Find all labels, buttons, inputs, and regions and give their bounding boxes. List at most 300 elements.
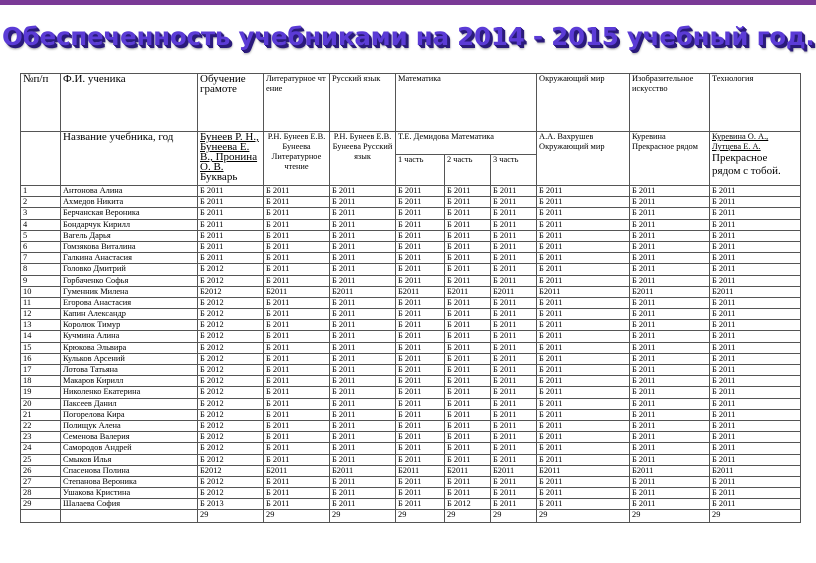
row-num: 28 <box>21 488 61 499</box>
page-title: Обеспеченность учебниками на 2014 - 2015 учебный год. <box>2 22 815 51</box>
gramota-cell: Б 2012 <box>198 331 264 342</box>
literary-cell: Б 2011 <box>264 376 330 387</box>
art-cell: Б 2011 <box>630 432 710 443</box>
art-cell: Б 2011 <box>630 409 710 420</box>
row-num: 18 <box>21 376 61 387</box>
math-part1-cell: Б 2011 <box>396 398 445 409</box>
math-part1-cell: Б 2011 <box>396 409 445 420</box>
literary-cell: Б 2011 <box>264 365 330 376</box>
world-cell: Б 2011 <box>537 320 630 331</box>
math-part2-cell: Б 2011 <box>445 197 491 208</box>
math-part3-cell: Б 2011 <box>491 297 537 308</box>
math-part1-cell: Б 2011 <box>396 353 445 364</box>
math-part2-cell: Б 2011 <box>445 443 491 454</box>
math-part2-cell: Б 2011 <box>445 219 491 230</box>
russian-cell: Б 2011 <box>330 376 396 387</box>
world-cell: Б2011 <box>537 465 630 476</box>
row-num: 4 <box>21 219 61 230</box>
student-name: Антонова Алина <box>61 186 198 197</box>
russian-cell: Б 2011 <box>330 197 396 208</box>
math-part3-cell: Б 2011 <box>491 353 537 364</box>
math-part1-cell: Б 2011 <box>396 342 445 353</box>
gramota-cell: Б 2011 <box>198 219 264 230</box>
world-cell: Б 2011 <box>537 331 630 342</box>
russian-cell: Б 2011 <box>330 241 396 252</box>
gramota-cell: Б 2012 <box>198 476 264 487</box>
tech-cell: Б 2011 <box>710 342 801 353</box>
world-cell: Б 2011 <box>537 409 630 420</box>
art-cell: Б 2011 <box>630 197 710 208</box>
gramota-cell: Б 2012 <box>198 275 264 286</box>
tech-cell: Б 2011 <box>710 488 801 499</box>
literary-cell: Б 2011 <box>264 420 330 431</box>
art-cell: Б 2011 <box>630 230 710 241</box>
math-part2-cell: Б2011 <box>445 465 491 476</box>
math-part2-cell: Б 2011 <box>445 409 491 420</box>
literary-cell: Б 2011 <box>264 409 330 420</box>
world-cell: Б 2011 <box>537 387 630 398</box>
math-part3-cell: Б 2011 <box>491 488 537 499</box>
gramota-cell: Б 2011 <box>198 253 264 264</box>
math-part2-cell: Б 2011 <box>445 230 491 241</box>
math-part1-cell: Б 2011 <box>396 420 445 431</box>
table-row <box>21 309 801 320</box>
math-part1-cell: Б 2011 <box>396 197 445 208</box>
header-row-subjects <box>21 74 801 132</box>
row-num: 15 <box>21 342 61 353</box>
math-part1-cell: Б 2011 <box>396 365 445 376</box>
table-row <box>21 331 801 342</box>
math-part2-cell: Б 2011 <box>445 488 491 499</box>
totals-blank-num <box>21 510 61 523</box>
world-cell: Б 2011 <box>537 264 630 275</box>
student-name: Горбаченко Софья <box>61 275 198 286</box>
header-math: Математика <box>396 74 537 132</box>
table-row <box>21 454 801 465</box>
art-cell: Б 2011 <box>630 353 710 364</box>
math-part3-cell: Б2011 <box>491 465 537 476</box>
student-name: Ахмедов Никита <box>61 197 198 208</box>
table-row <box>21 197 801 208</box>
russian-cell: Б 2011 <box>330 309 396 320</box>
world-cell: Б 2011 <box>537 365 630 376</box>
gramota-cell: Б 2011 <box>198 241 264 252</box>
world-cell: Б 2011 <box>537 197 630 208</box>
math-part2-cell: Б 2011 <box>445 253 491 264</box>
math-part2-cell: Б 2011 <box>445 387 491 398</box>
art-cell: Б2011 <box>630 465 710 476</box>
total-math-2: 29 <box>445 510 491 523</box>
student-name: Капин Александр <box>61 309 198 320</box>
russian-cell: Б 2011 <box>330 454 396 465</box>
row-num: 14 <box>21 331 61 342</box>
gramota-cell: Б2012 <box>198 286 264 297</box>
tech-cell: Б 2011 <box>710 398 801 409</box>
math-part3-cell: Б 2011 <box>491 253 537 264</box>
row-num: 5 <box>21 230 61 241</box>
tech-cell: Б 2011 <box>710 499 801 510</box>
math-part2-cell: Б 2011 <box>445 432 491 443</box>
table-row <box>21 219 801 230</box>
gramota-cell: Б 2011 <box>198 197 264 208</box>
student-name: Лотова Татьяна <box>61 365 198 376</box>
student-name: Головко Дмитрий <box>61 264 198 275</box>
table-row <box>21 353 801 364</box>
literary-cell: Б 2011 <box>264 275 330 286</box>
math-part3-cell: Б2011 <box>491 286 537 297</box>
world-cell: Б 2011 <box>537 230 630 241</box>
student-name: Гуменник Милена <box>61 286 198 297</box>
russian-cell: Б 2011 <box>330 264 396 275</box>
row-num: 9 <box>21 275 61 286</box>
math-part3-cell: Б 2011 <box>491 264 537 275</box>
books-label: Название учебника, год <box>61 132 198 186</box>
math-part1-cell: Б 2011 <box>396 387 445 398</box>
row-num: 29 <box>21 499 61 510</box>
math-part2-cell: Б 2011 <box>445 365 491 376</box>
math-part3-cell: Б 2011 <box>491 186 537 197</box>
russian-cell: Б 2011 <box>330 443 396 454</box>
math-part2-cell: Б 2011 <box>445 331 491 342</box>
gramota-cell: Б 2013 <box>198 499 264 510</box>
math-part3-cell: Б 2011 <box>491 241 537 252</box>
gramota-cell: Б 2012 <box>198 443 264 454</box>
art-cell: Б 2011 <box>630 275 710 286</box>
table-row <box>21 387 801 398</box>
row-num: 10 <box>21 286 61 297</box>
tech-cell: Б 2011 <box>710 387 801 398</box>
math-part2-cell: Б 2011 <box>445 309 491 320</box>
tech-cell: Б 2011 <box>710 365 801 376</box>
total-world: 29 <box>537 510 630 523</box>
math-part1-cell: Б 2011 <box>396 443 445 454</box>
row-num: 24 <box>21 443 61 454</box>
table-row <box>21 499 801 510</box>
world-cell: Б 2011 <box>537 443 630 454</box>
art-cell: Б 2011 <box>630 219 710 230</box>
table-row <box>21 476 801 487</box>
student-name: Шалаева София <box>61 499 198 510</box>
art-cell: Б 2011 <box>630 488 710 499</box>
books-tech-title: Прекрасное рядом с тобой. <box>712 152 781 177</box>
world-cell: Б 2011 <box>537 275 630 286</box>
total-literary: 29 <box>264 510 330 523</box>
gramota-cell: Б 2011 <box>198 230 264 241</box>
russian-cell: Б 2011 <box>330 476 396 487</box>
world-cell: Б 2011 <box>537 208 630 219</box>
art-cell: Б 2011 <box>630 264 710 275</box>
tech-cell: Б 2011 <box>710 297 801 308</box>
art-cell: Б 2011 <box>630 331 710 342</box>
literary-cell: Б 2011 <box>264 454 330 465</box>
row-num: 3 <box>21 208 61 219</box>
tech-cell: Б 2011 <box>710 197 801 208</box>
math-part3-cell: Б 2011 <box>491 275 537 286</box>
gramota-cell: Б 2012 <box>198 432 264 443</box>
math-part2-cell: Б 2012 <box>445 499 491 510</box>
art-cell: Б 2011 <box>630 320 710 331</box>
world-cell: Б 2011 <box>537 297 630 308</box>
tech-cell: Б 2011 <box>710 443 801 454</box>
books-gramota-authors: Бунеев Р. Н., Бунеева Е. В., Пронина О. В. <box>200 131 259 173</box>
math-part1-cell: Б2011 <box>396 286 445 297</box>
student-name: Погорелова Кира <box>61 409 198 420</box>
russian-cell: Б 2011 <box>330 488 396 499</box>
world-cell: Б 2011 <box>537 420 630 431</box>
gramota-cell: Б 2012 <box>198 264 264 275</box>
literary-cell: Б 2011 <box>264 219 330 230</box>
row-num: 26 <box>21 465 61 476</box>
student-name: Кульков Арсений <box>61 353 198 364</box>
math-part3-cell: Б 2011 <box>491 309 537 320</box>
tech-cell: Б 2011 <box>710 219 801 230</box>
gramota-cell: Б 2012 <box>198 376 264 387</box>
math-part3-cell: Б 2011 <box>491 398 537 409</box>
math-part1-cell: Б 2011 <box>396 230 445 241</box>
row-num: 11 <box>21 297 61 308</box>
math-part1-cell: Б2011 <box>396 465 445 476</box>
gramota-cell: Б2012 <box>198 465 264 476</box>
math-part1-cell: Б 2011 <box>396 264 445 275</box>
world-cell: Б 2011 <box>537 488 630 499</box>
table-row <box>21 365 801 376</box>
student-name: Гомзякова Виталина <box>61 241 198 252</box>
student-name: Николенко Екатерина <box>61 387 198 398</box>
math-part2-cell: Б 2011 <box>445 297 491 308</box>
math-part3-cell: Б 2011 <box>491 454 537 465</box>
literary-cell: Б2011 <box>264 286 330 297</box>
russian-cell: Б 2011 <box>330 253 396 264</box>
literary-cell: Б 2011 <box>264 331 330 342</box>
student-name: Смыков Илья <box>61 454 198 465</box>
art-cell: Б 2011 <box>630 387 710 398</box>
row-num: 7 <box>21 253 61 264</box>
art-cell: Б 2011 <box>630 376 710 387</box>
art-cell: Б 2011 <box>630 253 710 264</box>
row-num: 8 <box>21 264 61 275</box>
student-name: Ушакова Кристина <box>61 488 198 499</box>
art-cell: Б 2011 <box>630 499 710 510</box>
row-num: 17 <box>21 365 61 376</box>
world-cell: Б 2011 <box>537 342 630 353</box>
table-row <box>21 253 801 264</box>
art-cell: Б 2011 <box>630 342 710 353</box>
literary-cell: Б 2011 <box>264 398 330 409</box>
row-num: 12 <box>21 309 61 320</box>
books-gramota <box>198 132 264 186</box>
student-name: Полищук Алена <box>61 420 198 431</box>
math-part3-cell: Б 2011 <box>491 342 537 353</box>
total-math-1: 29 <box>396 510 445 523</box>
math-part3-cell: Б 2011 <box>491 376 537 387</box>
header-tech: Технология <box>710 74 801 132</box>
books-russian: Р.Н. Бунеев Е.В. Бунеева Русский язык <box>330 132 396 186</box>
tech-cell: Б2011 <box>710 465 801 476</box>
header-num: №п/п <box>21 74 61 132</box>
books-num-blank <box>21 132 61 186</box>
total-art: 29 <box>630 510 710 523</box>
math-part2-cell: Б 2011 <box>445 398 491 409</box>
literary-cell: Б 2011 <box>264 186 330 197</box>
row-num: 23 <box>21 432 61 443</box>
table-row <box>21 342 801 353</box>
math-part3-cell: Б 2011 <box>491 387 537 398</box>
literary-cell: Б 2011 <box>264 230 330 241</box>
tech-cell: Б 2011 <box>710 309 801 320</box>
student-name: Берчанская Вероника <box>61 208 198 219</box>
literary-cell: Б 2011 <box>264 387 330 398</box>
total-tech: 29 <box>710 510 801 523</box>
art-cell: Б 2011 <box>630 420 710 431</box>
russian-cell: Б 2011 <box>330 387 396 398</box>
math-part1-cell: Б 2011 <box>396 331 445 342</box>
math-part1-cell: Б 2011 <box>396 432 445 443</box>
table-row <box>21 432 801 443</box>
art-cell: Б 2011 <box>630 309 710 320</box>
art-cell: Б 2011 <box>630 241 710 252</box>
world-cell: Б 2011 <box>537 376 630 387</box>
art-cell: Б 2011 <box>630 208 710 219</box>
math-part1-cell: Б 2011 <box>396 297 445 308</box>
math-part1-cell: Б 2011 <box>396 253 445 264</box>
gramota-cell: Б 2011 <box>198 186 264 197</box>
math-part1-cell: Б 2011 <box>396 241 445 252</box>
tech-cell: Б 2011 <box>710 264 801 275</box>
top-border <box>0 0 816 5</box>
student-rows <box>21 186 801 510</box>
books-gramota-title: Букварь <box>200 171 238 183</box>
russian-cell: Б 2011 <box>330 353 396 364</box>
table-row <box>21 409 801 420</box>
gramota-cell: Б 2012 <box>198 409 264 420</box>
gramota-cell: Б 2012 <box>198 297 264 308</box>
math-part2-cell: Б 2011 <box>445 420 491 431</box>
table-row <box>21 398 801 409</box>
math-part1-cell: Б 2011 <box>396 219 445 230</box>
math-part2-cell: Б 2011 <box>445 208 491 219</box>
literary-cell: Б 2011 <box>264 476 330 487</box>
row-num: 27 <box>21 476 61 487</box>
russian-cell: Б 2011 <box>330 432 396 443</box>
gramota-cell: Б 2011 <box>198 208 264 219</box>
russian-cell: Б 2011 <box>330 499 396 510</box>
table-row <box>21 264 801 275</box>
math-part3-cell: Б 2011 <box>491 476 537 487</box>
math-part2-cell: Б 2011 <box>445 342 491 353</box>
literary-cell: Б 2011 <box>264 253 330 264</box>
russian-cell: Б 2011 <box>330 186 396 197</box>
world-cell: Б 2011 <box>537 241 630 252</box>
world-cell: Б 2011 <box>537 219 630 230</box>
tech-cell: Б 2011 <box>710 331 801 342</box>
header-literary: Литературное чтение <box>264 74 330 132</box>
literary-cell: Б 2011 <box>264 264 330 275</box>
russian-cell: Б2011 <box>330 286 396 297</box>
tech-cell: Б 2011 <box>710 186 801 197</box>
math-part3-cell: Б 2011 <box>491 197 537 208</box>
math-part1-cell: Б 2011 <box>396 320 445 331</box>
row-num: 21 <box>21 409 61 420</box>
header-gramota: Обучение грамоте <box>198 74 264 132</box>
tech-cell: Б 2011 <box>710 320 801 331</box>
world-cell: Б 2011 <box>537 186 630 197</box>
books-tech <box>710 132 801 186</box>
table-row <box>21 186 801 197</box>
math-part3-cell: Б 2011 <box>491 331 537 342</box>
student-name: Паксеев Данил <box>61 398 198 409</box>
student-name: Крюкова Эльвира <box>61 342 198 353</box>
gramota-cell: Б 2012 <box>198 488 264 499</box>
tech-cell: Б 2011 <box>710 275 801 286</box>
student-name: Бондарчук Кирилл <box>61 219 198 230</box>
math-part2-cell: Б 2011 <box>445 241 491 252</box>
math-part3-cell: Б 2011 <box>491 499 537 510</box>
totals-blank-name <box>61 510 198 523</box>
tech-cell: Б 2011 <box>710 353 801 364</box>
gramota-cell: Б 2012 <box>198 320 264 331</box>
art-cell: Б 2011 <box>630 398 710 409</box>
total-gramota: 29 <box>198 510 264 523</box>
russian-cell: Б 2011 <box>330 219 396 230</box>
student-name: Королюк Тимур <box>61 320 198 331</box>
total-math-3: 29 <box>491 510 537 523</box>
math-part3-cell: Б 2011 <box>491 208 537 219</box>
books-literary: Р.Н. Бунеев Е.В. Бунеева Литературное чтение <box>264 132 330 186</box>
table-row <box>21 275 801 286</box>
gramota-cell: Б 2012 <box>198 353 264 364</box>
world-cell: Б 2011 <box>537 353 630 364</box>
world-cell: Б2011 <box>537 286 630 297</box>
row-num: 2 <box>21 197 61 208</box>
math-part1-cell: Б 2011 <box>396 499 445 510</box>
literary-cell: Б 2011 <box>264 241 330 252</box>
math-part3-cell: Б 2011 <box>491 219 537 230</box>
math-part3-cell: Б 2011 <box>491 320 537 331</box>
books-world: А.А. Вахрушев Окружающий мир <box>537 132 630 186</box>
header-student: Ф.И. ученика <box>61 74 198 132</box>
world-cell: Б 2011 <box>537 253 630 264</box>
student-name: Спасенова Полина <box>61 465 198 476</box>
tech-cell: Б2011 <box>710 286 801 297</box>
table-row <box>21 443 801 454</box>
art-cell: Б 2011 <box>630 454 710 465</box>
table-row <box>21 241 801 252</box>
row-num: 19 <box>21 387 61 398</box>
gramota-cell: Б 2012 <box>198 387 264 398</box>
row-num: 20 <box>21 398 61 409</box>
russian-cell: Б 2011 <box>330 365 396 376</box>
math-part3-cell: Б 2011 <box>491 420 537 431</box>
russian-cell: Б 2011 <box>330 398 396 409</box>
literary-cell: Б 2011 <box>264 208 330 219</box>
math-part1-cell: Б 2011 <box>396 454 445 465</box>
russian-cell: Б 2011 <box>330 320 396 331</box>
literary-cell: Б 2011 <box>264 432 330 443</box>
russian-cell: Б 2011 <box>330 331 396 342</box>
russian-cell: Б 2011 <box>330 342 396 353</box>
literary-cell: Б 2011 <box>264 499 330 510</box>
math-part2-cell: Б 2011 <box>445 376 491 387</box>
art-cell: Б 2011 <box>630 186 710 197</box>
gramota-cell: Б 2012 <box>198 342 264 353</box>
russian-cell: Б 2011 <box>330 409 396 420</box>
math-part1-cell: Б 2011 <box>396 309 445 320</box>
math-part3-cell: Б 2011 <box>491 230 537 241</box>
math-part2-cell: Б2011 <box>445 286 491 297</box>
tech-cell: Б 2011 <box>710 208 801 219</box>
books-math: Т.Е. Демидова Математика <box>396 132 537 155</box>
math-part1-cell: Б 2011 <box>396 376 445 387</box>
